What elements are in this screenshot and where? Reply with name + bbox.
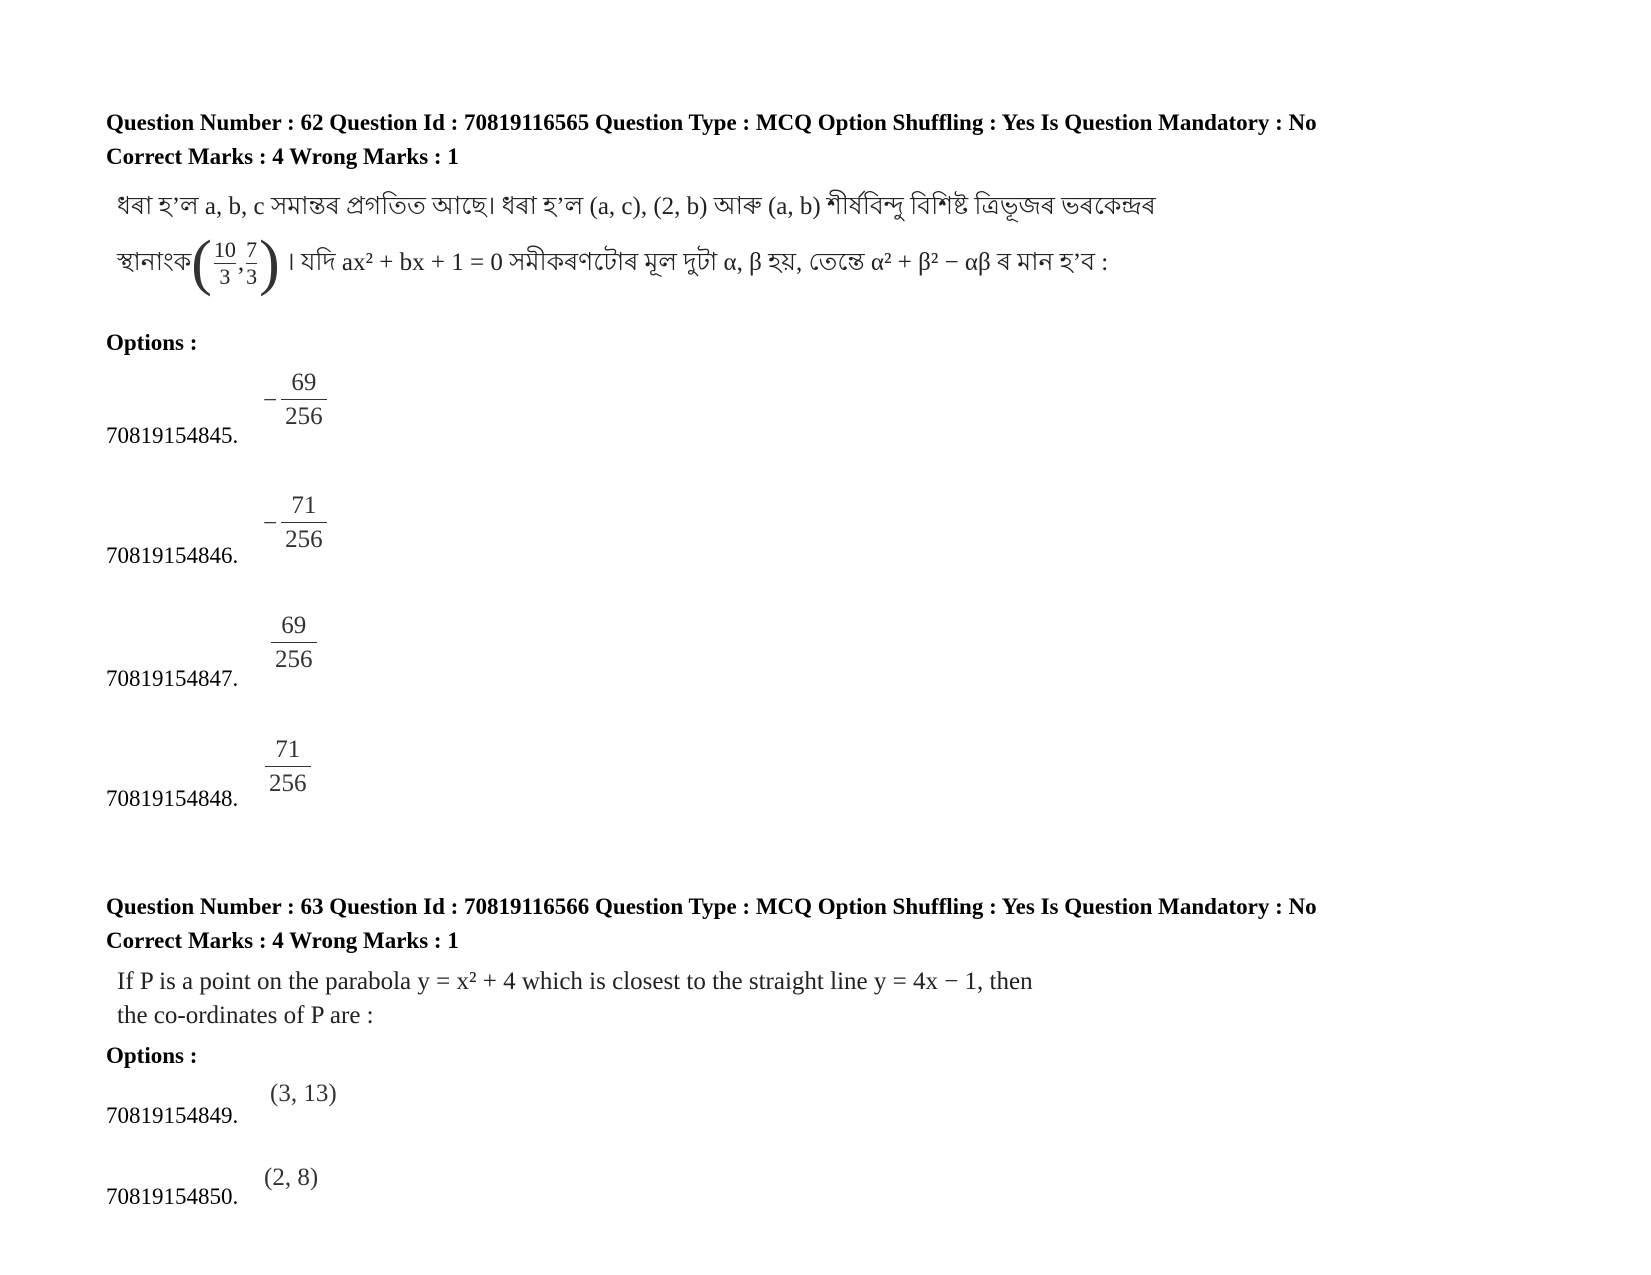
question-63-text-line-2: the co-ordinates of P are : bbox=[117, 1002, 374, 1029]
option-value-fraction[interactable] bbox=[263, 490, 327, 557]
centroid-y-fraction bbox=[246, 237, 257, 290]
minus-sign: − bbox=[263, 509, 278, 537]
comma: , bbox=[237, 249, 245, 276]
centroid-x-numerator: 10 bbox=[213, 236, 236, 262]
option-id: 70819154848. bbox=[106, 786, 239, 811]
coordinates-word: স্থানাংক bbox=[117, 248, 192, 276]
question-meta-line: Question Number : 62 Question Id : 70819116565 Question Type : MCQ Option Shuffling : Yes Is Question Mandatory : No bbox=[106, 110, 1317, 135]
option-id: 70819154846. bbox=[106, 543, 239, 568]
option-value-fraction[interactable] bbox=[271, 610, 317, 677]
option-id: 70819154850. bbox=[106, 1184, 239, 1209]
question-62-text-line-2 bbox=[117, 229, 1109, 297]
centroid-x-denominator: 3 bbox=[219, 263, 231, 289]
centroid-y-denominator: 3 bbox=[246, 263, 258, 289]
left-paren: ( bbox=[191, 229, 212, 297]
question-63-text-line-1: If P is a point on the parabola y = x² + 4 which is closest to the straight line y = 4x − 1, then bbox=[117, 968, 1033, 995]
option-id: 70819154849. bbox=[106, 1103, 239, 1128]
minus-sign: − bbox=[263, 386, 278, 414]
denominator: 256 bbox=[275, 646, 313, 673]
denominator: 256 bbox=[285, 403, 323, 430]
question-meta-line: Question Number : 63 Question Id : 70819116566 Question Type : MCQ Option Shuffling : Yes Is Question Mandatory : No bbox=[106, 894, 1317, 919]
option-value[interactable]: (3, 13) bbox=[270, 1080, 337, 1107]
denominator: 256 bbox=[269, 770, 307, 797]
option-value[interactable]: (2, 8) bbox=[264, 1164, 319, 1191]
numerator: 71 bbox=[291, 492, 317, 519]
question-62-text-line-1: ধৰা হ’ল a, b, c সমান্তৰ প্ৰগতিত আছে। ধৰা হ’ল (a, c), (2, b) আৰু (a, b) শীৰ্ষবিন্দু বিশিষ্ট ত্ৰিভূজৰ ভৰকেন্দ্ৰৰ bbox=[117, 193, 1156, 220]
question-62-header bbox=[106, 106, 1317, 174]
marks-line: Correct Marks : 4 Wrong Marks : 1 bbox=[106, 928, 459, 953]
option-id: 70819154847. bbox=[106, 666, 239, 691]
denominator: 256 bbox=[285, 526, 323, 553]
centroid-x-fraction bbox=[214, 237, 236, 290]
marks-line: Correct Marks : 4 Wrong Marks : 1 bbox=[106, 144, 459, 169]
right-paren: ) bbox=[259, 229, 280, 297]
options-label: Options : bbox=[106, 330, 198, 355]
centroid-y-numerator: 7 bbox=[246, 236, 258, 262]
option-value-fraction[interactable] bbox=[265, 734, 311, 801]
centroid-expression bbox=[117, 229, 1109, 297]
option-id: 70819154845. bbox=[106, 423, 239, 448]
numerator: 69 bbox=[281, 612, 307, 639]
numerator: 69 bbox=[291, 369, 317, 396]
question-63-header bbox=[106, 890, 1317, 958]
numerator: 71 bbox=[275, 736, 301, 763]
options-label: Options : bbox=[106, 1043, 198, 1068]
question-62-condition: । যদি ax² + bx + 1 = 0 সমীকৰণটোৰ মূল দুটা α, β হয়, তেন্তে α² + β² − αβ ৰ মান হ’ব : bbox=[285, 248, 1109, 276]
option-value-fraction[interactable] bbox=[263, 367, 327, 434]
